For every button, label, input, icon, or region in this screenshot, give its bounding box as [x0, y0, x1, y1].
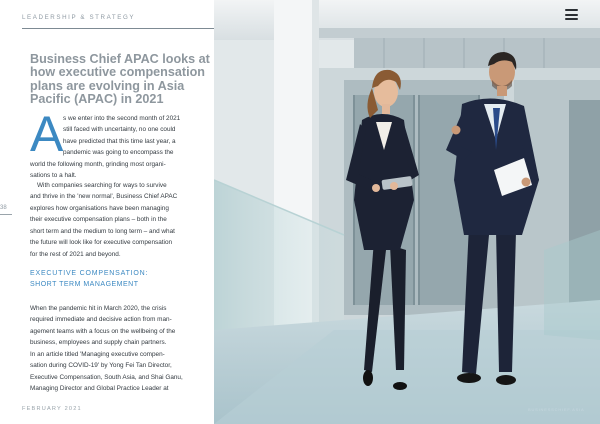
second-paragraph [30, 180, 198, 260]
paragraph-line: agement teams with a focus on the wellbeing of the [30, 327, 176, 335]
paragraph-line: explores how organisations have been managing [30, 204, 169, 212]
paragraph-line: the future will look like for executive compensation [30, 239, 173, 247]
footer-date: FEBRUARY 2021 [22, 406, 82, 412]
paragraph-line: world the following month, grinding most organi- [30, 160, 166, 168]
hamburger-menu-icon[interactable] [565, 9, 578, 20]
subheading: EXECUTIVE COMPENSATION: [30, 270, 149, 277]
footer-brand: BUSINESSCHIEF.ASIA [528, 407, 585, 412]
section-label: LEADERSHIP & STRATEGY [22, 14, 136, 21]
paragraph-line: their executive compensation plans – both in the [30, 216, 167, 224]
page-number: 38 [0, 205, 7, 211]
third-paragraph [30, 303, 198, 395]
paragraph-line: short term and the medium to long term – and what [30, 227, 175, 235]
paragraph-line: for the rest of 2021 and beyond. [30, 250, 121, 258]
paragraph-line: Managing Director and Global Practice Leader at [30, 385, 169, 393]
article-page [0, 0, 214, 424]
paragraph-line: Executive Compensation, South Asia, and Shai Ganu, [30, 373, 183, 381]
paragraph-line: business, employees and supply chain partners. [30, 339, 167, 347]
paragraph-line: s we enter into the second month of 2021 [63, 115, 181, 122]
paragraph-line: pandemic was going to encompass the [63, 149, 174, 157]
paragraph-line: required immediate and decisive action from man- [30, 316, 172, 324]
paragraph-line: sation during COVID-19' by Yong Fei Tan Director, [30, 362, 172, 370]
paragraph-line: When the pandemic hit in March 2020, the crisis [30, 305, 167, 312]
paragraph-line: With companies searching for ways to survive [37, 182, 167, 189]
paragraph-line: In an article titled 'Managing executive compen- [30, 350, 165, 358]
drop-cap: A [30, 106, 64, 162]
paragraph-line: still faced with uncertainty, no one could [63, 126, 176, 134]
page-number-rule [0, 214, 12, 215]
paragraph-line: have predicted that this time last year, a [63, 137, 176, 145]
paragraph-line: and thrive in the 'new normal', Business Chief APAC [30, 193, 178, 201]
hero-photo [214, 0, 600, 424]
office-scene-illustration [214, 0, 600, 424]
subheading: SHORT TERM MANAGEMENT [30, 281, 139, 288]
intro-paragraph [30, 106, 196, 182]
paragraph-line: sations to a halt. [30, 172, 77, 180]
article-headline: Business Chief APAC looks at how executive compensation plans are evolving in Asia Pacific (APAC) in 2021 [30, 52, 210, 107]
section-divider [22, 28, 214, 29]
